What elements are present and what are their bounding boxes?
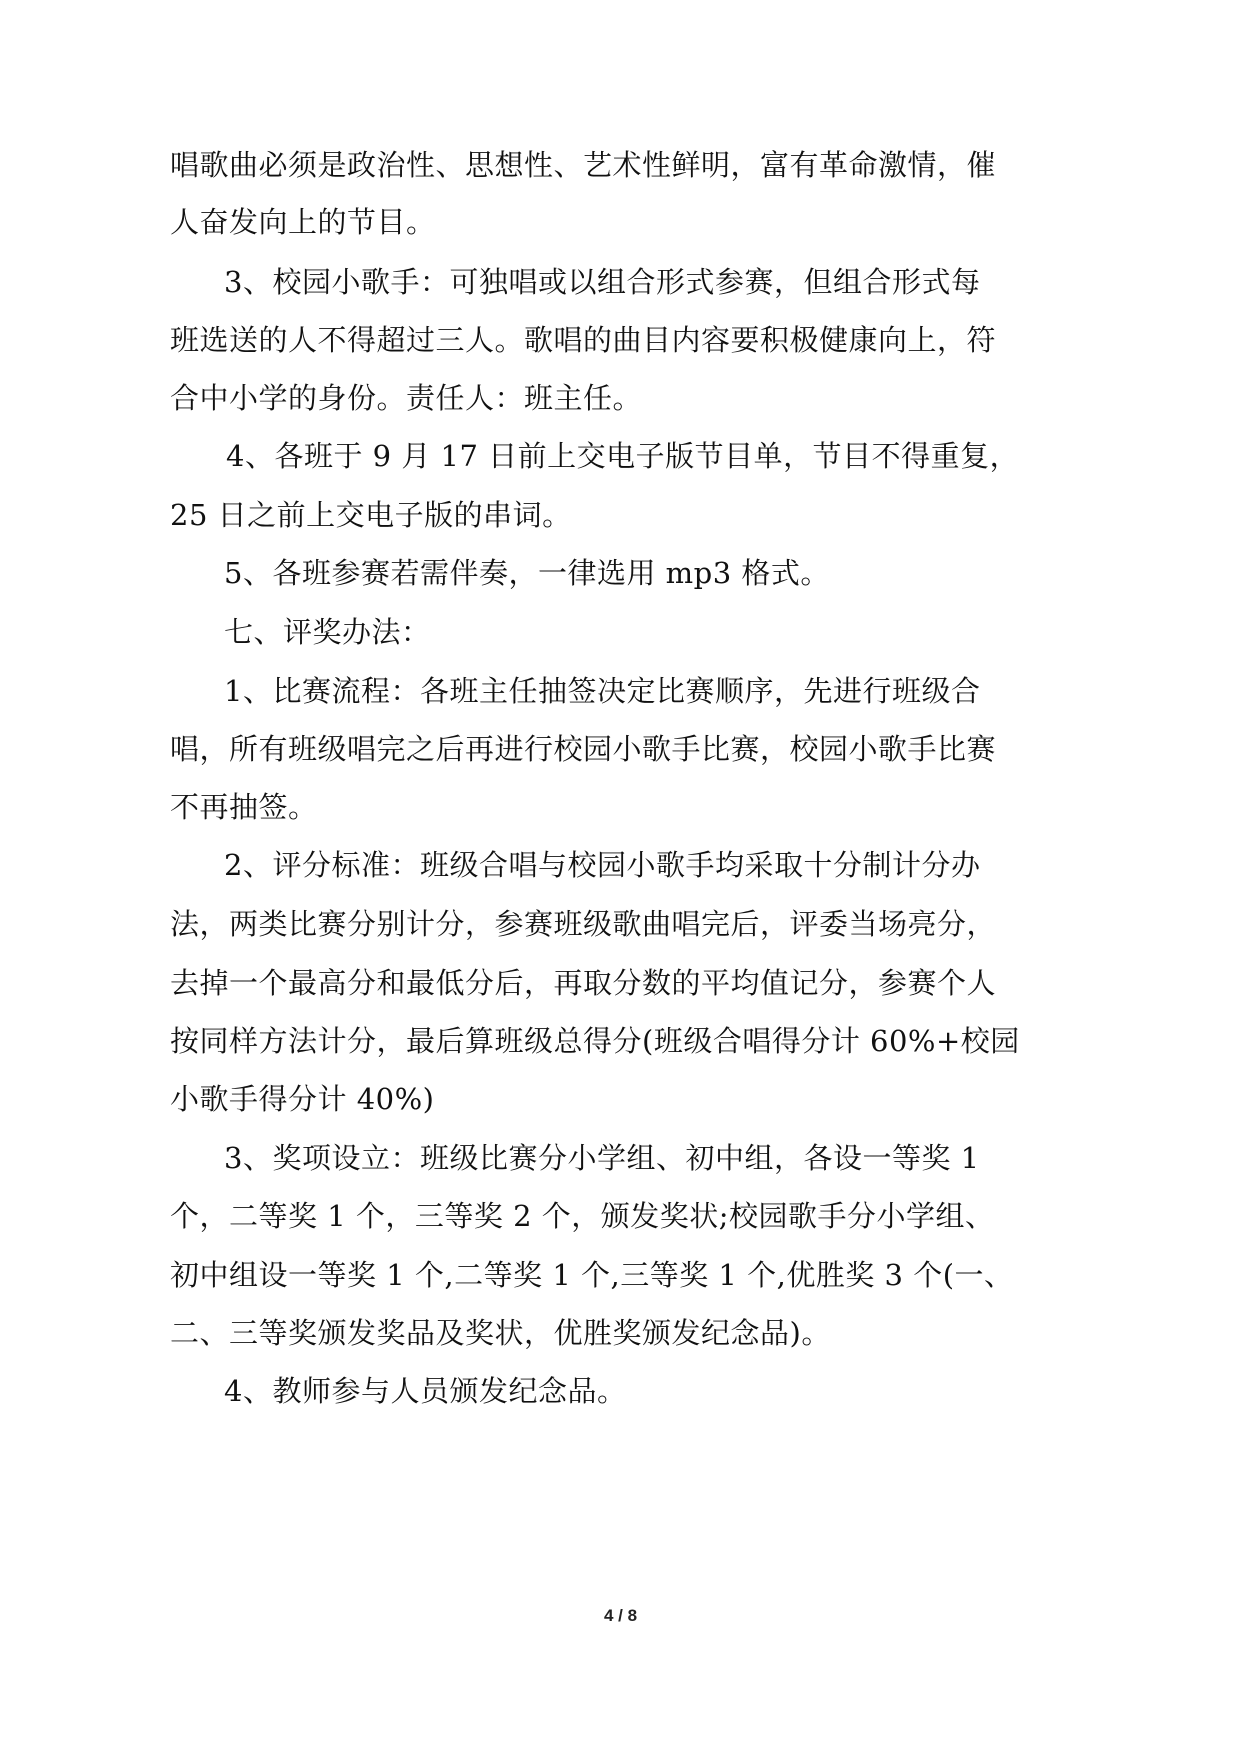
section-heading: 七、评奖办法：: [224, 615, 431, 649]
body-line: 不再抽签。: [170, 790, 318, 824]
body-line: 唱，所有班级唱完之后再进行校园小歌手比赛，校园小歌手比赛: [170, 732, 997, 766]
body-line: 按同样方法计分，最后算班级总得分(班级合唱得分计 60%+校园: [170, 1024, 1020, 1058]
body-line: 班选送的人不得超过三人。歌唱的曲目内容要积极健康向上，符: [170, 323, 997, 357]
body-line: 25 日之前上交电子版的串词。: [170, 498, 572, 532]
body-line: 3、校园小歌手：可独唱或以组合形式参赛，但组合形式每: [224, 265, 981, 299]
body-line: 唱歌曲必须是政治性、思想性、艺术性鲜明，富有革命激情，催: [170, 148, 997, 182]
body-line: 2、评分标准：班级合唱与校园小歌手均采取十分制计分办: [224, 848, 981, 882]
body-line: 人奋发向上的节目。: [170, 205, 436, 239]
page-number: 4 / 8: [603, 1606, 638, 1625]
body-line: 初中组设一等奖 1 个,二等奖 1 个,三等奖 1 个,优胜奖 3 个(一、: [170, 1258, 1014, 1292]
body-line: 4、教师参与人员颁发纪念品。: [224, 1374, 627, 1408]
body-line: 法，两类比赛分别计分，参赛班级歌曲唱完后，评委当场亮分，: [170, 907, 997, 941]
body-line: 去掉一个最高分和最低分后，再取分数的平均值记分，参赛个人: [170, 966, 997, 1000]
body-line: 小歌手得分计 40%): [170, 1082, 435, 1116]
body-line: 1、比赛流程：各班主任抽签决定比赛顺序，先进行班级合: [224, 674, 981, 708]
body-line: 4、各班于 9 月 17 日前上交电子版节目单，节目不得重复，: [226, 439, 1020, 473]
body-line: 合中小学的身份。责任人：班主任。: [170, 381, 643, 415]
body-line: 5、各班参赛若需伴奏，一律选用 mp3 格式。: [224, 556, 830, 590]
body-line: 二、三等奖颁发奖品及奖状，优胜奖颁发纪念品)。: [170, 1316, 831, 1350]
body-line: 个，二等奖 1 个，三等奖 2 个，颁发奖状;校园歌手分小学组、: [170, 1199, 995, 1233]
body-line: 3、奖项设立：班级比赛分小学组、初中组，各设一等奖 1: [224, 1141, 980, 1175]
